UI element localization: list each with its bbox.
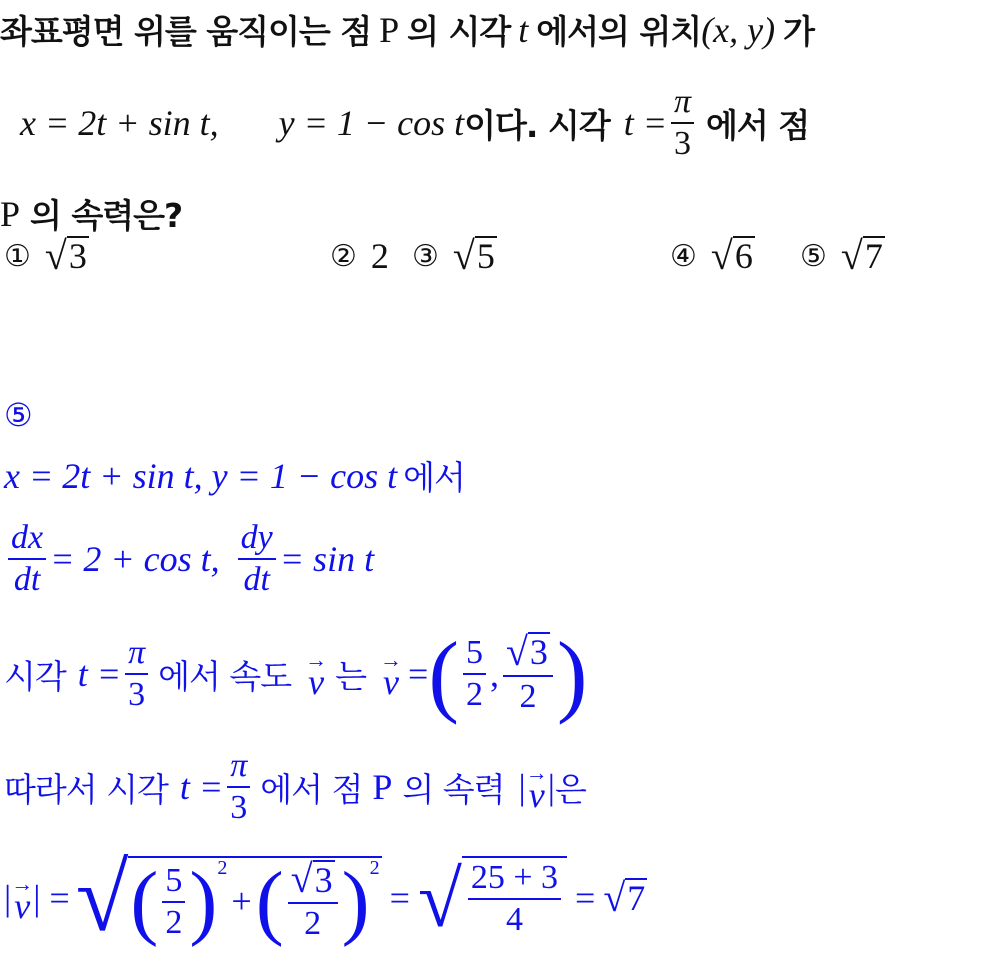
sqrt: √ 3 bbox=[44, 233, 87, 278]
problem-line-2 bbox=[20, 82, 809, 164]
solution-line-1: x = 2t + sin t, y = 1 − cos t 에서 bbox=[4, 455, 465, 497]
velocity-vector: → v bbox=[525, 759, 548, 816]
fraction-5-over-2: $\frac{5}{2}$ bbox=[463, 633, 486, 715]
sqrt: √ 7 bbox=[840, 233, 883, 278]
equation-y: y = 1 − cos t bbox=[278, 103, 465, 143]
solution-line-2: $\frac{dx}{dt}$ = 2 + cos t, $\frac{dy}{dt}$ = sin t bbox=[4, 518, 374, 600]
var-t: t bbox=[518, 9, 529, 50]
problem-text: 에서의 위치 bbox=[536, 12, 702, 51]
velocity-vector: → v bbox=[11, 870, 34, 927]
final-answer: √ 7 bbox=[603, 875, 646, 920]
sqrt-fraction: √ $\frac{25 + 3}{4}$ bbox=[418, 856, 567, 940]
fraction-sqrt3-over-2: √ 3 2 bbox=[503, 632, 553, 717]
solution-line-3: 시각 t = $\frac{\pi}{3}$ 에서 속도 → v 는 → v = ( $\frac{5}{2}$ , √ 3 2 ) bbox=[4, 623, 588, 725]
problem-text: 의 시각 bbox=[407, 12, 511, 51]
fraction-pi-over-3: $\frac{\pi}{3}$ bbox=[125, 633, 148, 715]
fraction-pi-over-3: $\frac{\pi}{3}$ bbox=[671, 82, 694, 164]
point-label: P bbox=[379, 9, 400, 50]
fraction-dx-dt: $\frac{dx}{dt}$ bbox=[8, 518, 46, 600]
problem-text: 에서 점 bbox=[706, 105, 810, 145]
solution-line-4: 따라서 시각 t = $\frac{\pi}{3}$ 에서 점 P 의 속력 | → v | 은 bbox=[4, 747, 586, 826]
fraction-pi-over-3: $\frac{\pi}{3}$ bbox=[227, 746, 250, 828]
equation-x: x = 2t + sin t, bbox=[20, 103, 219, 143]
fraction-dy-dt: $\frac{dy}{dt}$ bbox=[238, 518, 276, 600]
choice-1[interactable]: ① √ 3 bbox=[4, 233, 87, 278]
problem-text: 의 속력은? bbox=[30, 196, 183, 235]
problem-line-3 bbox=[0, 190, 182, 237]
sqrt: √ 6 bbox=[710, 233, 753, 278]
big-sqrt: √ ( $\frac{5}{2}$ ) $^2$ + ( √ 3 2 ) $^2$ bbox=[75, 844, 380, 951]
choice-2[interactable]: ② 2 bbox=[330, 236, 389, 276]
t-equals: t = bbox=[623, 103, 667, 143]
position-xy: (x, y) bbox=[701, 9, 776, 50]
choice-5[interactable]: ⑤ √ 7 bbox=[800, 233, 883, 278]
choice-3[interactable]: ③ √ 5 bbox=[412, 233, 495, 278]
point-label: P bbox=[0, 193, 21, 234]
velocity-vector: → v bbox=[380, 646, 403, 703]
problem-text: 가 bbox=[783, 12, 815, 51]
choice-4[interactable]: ④ √ 6 bbox=[670, 233, 753, 278]
problem-text: 좌표평면 위를 움직이는 점 bbox=[0, 12, 372, 51]
solution-line-5: | → v | = √ ( $\frac{5}{2}$ ) $^2$ + ( √ 3 2 ) $^2$ = √ $\frac{25 + 3}{4}$ = √ 7 bbox=[4, 844, 646, 951]
answer-mark: ⑤ bbox=[4, 396, 33, 434]
velocity-vector: → v bbox=[305, 646, 328, 703]
sqrt: √ 5 bbox=[452, 233, 495, 278]
problem-line-1 bbox=[0, 6, 814, 53]
problem-text: 이다. 시각 bbox=[464, 105, 610, 145]
